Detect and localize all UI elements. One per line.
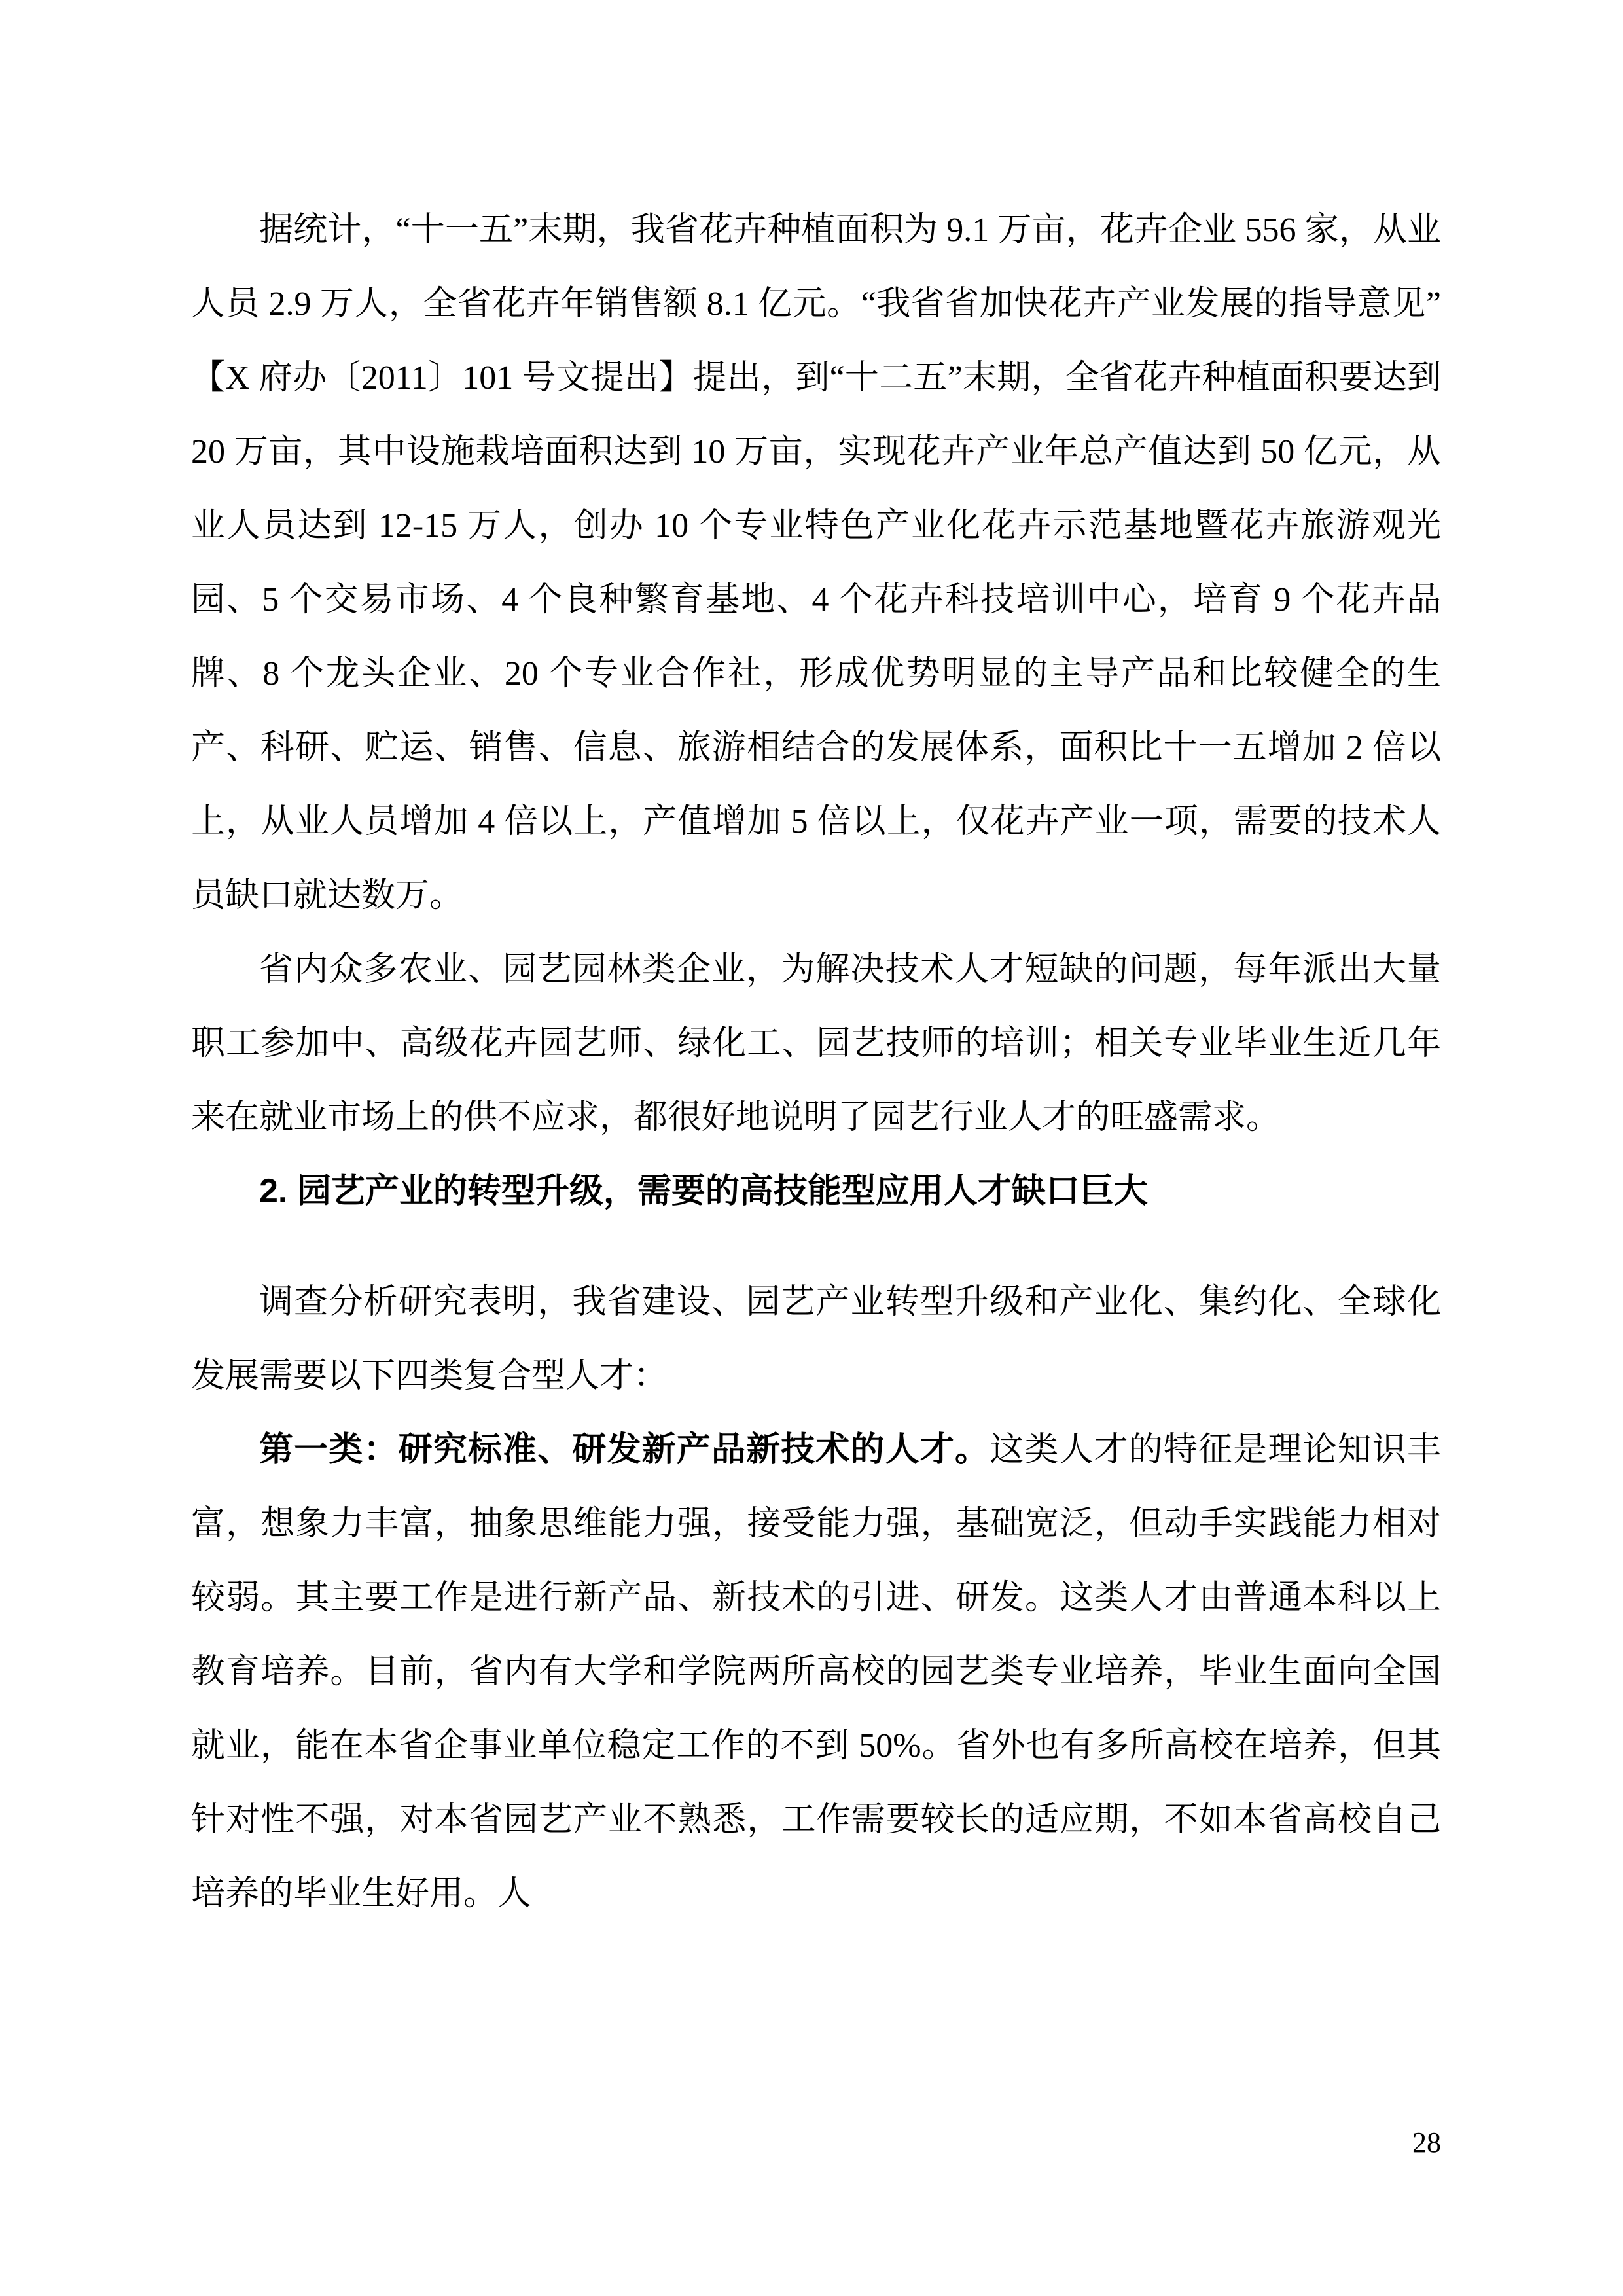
paragraph-talent-type-1 — [191, 1413, 1441, 1931]
paragraph-survey-intro — [191, 1265, 1441, 1413]
paragraph-enterprise-training: 省内众多农业、园艺园林类企业，为解决技术人才短缺的问题，每年派出大量职工参加中、高级花卉园艺师、绿化工、园艺技师的培训；相关专业毕业生近几年来在就业市场上的供不应求，都很好地说明了园艺行业人才的旺盛需求。 — [191, 951, 1441, 1136]
talent-type-1-bold-lead: 第一类：研究标准、研发新产品新技术的人才。 — [259, 1431, 990, 1469]
page-footer — [191, 2126, 1441, 2160]
document-body — [191, 193, 1441, 1931]
page-number: 28 — [1412, 2126, 1441, 2159]
paragraph-survey-intro-text: 调查分析研究表明，我省建设、园艺产业转型升级和产业化、集约化、全球化发展需要以下四类复合型人才： — [191, 1283, 1441, 1395]
paragraph-statistics: 据统计，“十一五”末期，我省花卉种植面积为 9.1 万亩，花卉企业 556 家，从业人员 2.9 万人，全省花卉年销售额 8.1 亿元。“我省省加快花卉产业发展的指导意见”【X 府办〔2011〕101 号文提出】提出，到“十二五”末期，全省花卉种植面积要达到 20 万亩，其中设施栽培面积达到 10 万亩，实现花卉产业年总产值达到 50 亿元，从业人员达到 12-15 万人，创办 10 个专业特色产业化花卉示范基地暨花卉旅游观光园、5 个交易市场、4 个良种繁育基地、4 个花卉科技培训中心，培育 9 个花卉品牌、8 个龙头企业、20 个专业合作社，形成优势明显的主导产品和比较健全的生产、科研、贮运、销售、信息、旅游相结合的发展体系，面积比十一五增加 2 倍以上，从业人员增加 4 倍以上，产值增加 5 倍以上，仅花卉产业一项，需要的技术人员缺口就达数万。 — [191, 211, 1441, 914]
section-heading-2: 2. 园艺产业的转型升级，需要的高技能型应用人才缺口巨大 — [259, 1172, 1148, 1210]
talent-type-1-body: 这类人才的特征是理论知识丰富，想象力丰富，抽象思维能力强，接受能力强，基础宽泛，但动手实践能力相对较弱。其主要工作是进行新产品、新技术的引进、研发。这类人才由普通本科以上教育培养。目前，省内有大学和学院两所高校的园艺类专业培养，毕业生面向全国就业，能在本省企事业单位稳定工作的不到 50%。省外也有多所高校在培养，但其针对性不强，对本省园艺产业不熟悉，工作需要较长的适应期，不如本省高校自己培养的毕业生好用。人 — [191, 1431, 1441, 1912]
